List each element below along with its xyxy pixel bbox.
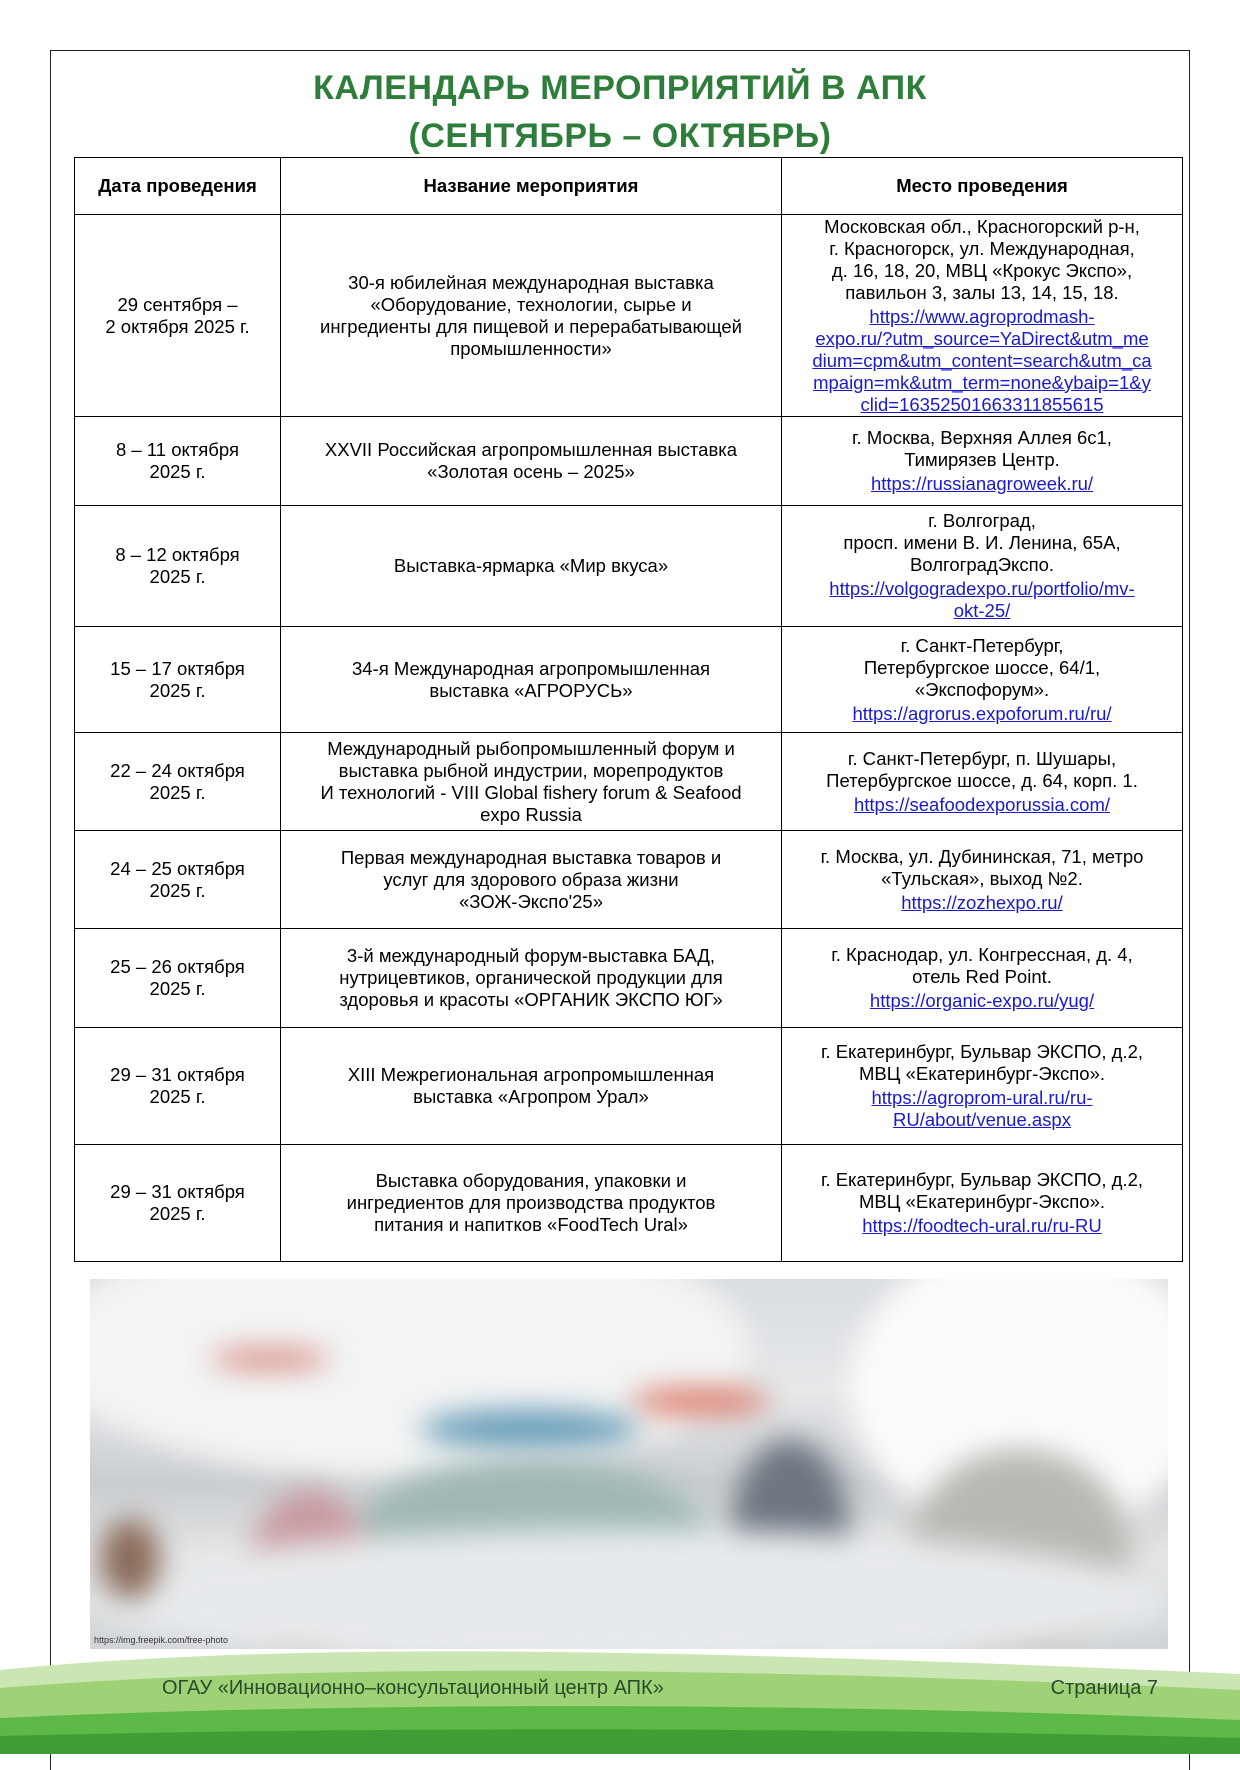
event-date-line: 2025 г. (149, 679, 206, 701)
event-place-line: г. Красногорск, ул. Международная, (829, 237, 1135, 259)
event-date-line: 2025 г. (149, 781, 206, 803)
title-line-1: КАЛЕНДАРЬ МЕРОПРИЯТИЙ В АПК (313, 69, 927, 107)
event-date-line: 22 – 24 октября (110, 759, 245, 781)
table-row (75, 831, 1183, 929)
event-place-line: г. Екатеринбург, Бульвар ЭКСПО, д.2, (820, 1041, 1144, 1062)
event-name-line: 34-я Международная агропромышленная (351, 657, 711, 679)
header-name: Название мероприятия (281, 158, 782, 215)
event-date-line: 29 сентября – (117, 293, 238, 315)
event-date-line: 29 – 31 октября (110, 1064, 245, 1085)
event-name-line: XIII Межрегиональная агропромышленная (347, 1064, 715, 1085)
event-date (75, 506, 281, 627)
event-name (281, 215, 782, 417)
event-date-line: 25 – 26 октября (110, 956, 245, 977)
event-place (782, 831, 1183, 929)
event-place-line: г. Краснодар, ул. Конгрессная, д. 4, (831, 944, 1133, 965)
event-place (782, 733, 1183, 831)
event-website-link-line: https://agroprom-ural.ru/ru- (871, 1087, 1093, 1108)
event-name-line: нутрицевтиков, органической продукции для (339, 967, 723, 988)
event-name-line: «Золотая осень – 2025» (427, 461, 635, 482)
event-date-line: 29 – 31 октября (110, 1181, 245, 1202)
event-date-line: 2025 г. (149, 461, 206, 482)
event-place-line: д. 16, 18, 20, МВЦ «Крокус Экспо», (831, 259, 1133, 281)
photo-credit: https://img.freepik.com/free-photo (94, 1635, 229, 1645)
event-place-line: Московская обл., Красногорский р-н, (824, 215, 1140, 237)
event-place (782, 417, 1183, 506)
event-date-line: 24 – 25 октября (110, 857, 245, 879)
event-name-line: Первая международная выставка товаров и (340, 846, 722, 868)
event-place-line: просп. имени В. И. Ленина, 65А, (843, 532, 1121, 553)
event-date (75, 1145, 281, 1262)
table-row (75, 1145, 1183, 1262)
event-website-link-line: https://volgogradexpo.ru/portfolio/mv- (829, 578, 1135, 599)
event-place-line: г. Москва, ул. Дубининская, 71, метро (820, 845, 1144, 867)
event-website-link[interactable] (788, 990, 1176, 1012)
table-row (75, 215, 1183, 417)
event-website-link[interactable] (788, 1087, 1176, 1131)
event-website-link-line: https://www.agroprodmash- (869, 305, 1095, 327)
event-website-link-line: mpaign=mk&utm_term=none&ybaip=1&y (813, 371, 1151, 393)
event-website-link-line: okt-25/ (953, 600, 1011, 621)
table-row (75, 1028, 1183, 1145)
page-title (50, 64, 1190, 160)
event-website-link[interactable] (788, 1215, 1176, 1237)
event-website-link[interactable] (788, 306, 1176, 416)
event-place-line: «Экспофорум». (914, 678, 1050, 700)
event-name-line: Выставка-ярмарка «Мир вкуса» (393, 555, 669, 576)
event-place (782, 506, 1183, 627)
event-place-line: Тимирязев Центр. (904, 449, 1060, 470)
table-row (75, 417, 1183, 506)
header-place: Место проведения (782, 158, 1183, 215)
event-date (75, 929, 281, 1028)
event-website-link[interactable] (788, 892, 1176, 914)
event-website-link[interactable] (788, 703, 1176, 725)
event-website-link[interactable] (788, 794, 1176, 816)
event-website-link-line: dium=cpm&utm_content=search&utm_ca (812, 349, 1152, 371)
event-website-link-line: https://russianagroweek.ru/ (870, 473, 1094, 494)
event-place-line: МВЦ «Екатеринбург-Экспо». (859, 1191, 1105, 1212)
exhibition-hall-photo (90, 1279, 1168, 1649)
event-website-link-line: clid=16352501663311855615 (860, 393, 1104, 415)
event-place-line: г. Санкт-Петербург, (900, 634, 1064, 656)
event-date (75, 627, 281, 733)
event-place-line: павильон 3, залы 13, 14, 15, 18. (845, 281, 1119, 303)
event-date-line: 2025 г. (149, 566, 206, 587)
event-name-line: XXVII Российская агропромышленная выставка (324, 439, 738, 460)
event-name-line: услуг для здорового образа жизни (383, 868, 679, 890)
event-date-line: 15 – 17 октября (110, 657, 245, 679)
event-name-line: выставка «АГРОРУСЬ» (429, 679, 633, 701)
event-name-line: expo Russia (480, 803, 582, 825)
event-place-line: ВолгоградЭкспо. (909, 554, 1055, 575)
event-date-line: 2025 г. (149, 1203, 206, 1224)
header-date: Дата проведения (75, 158, 281, 215)
event-place-line: Петербургское шоссе, д. 64, корп. 1. (826, 769, 1138, 791)
event-website-link-line: RU/about/venue.aspx (893, 1109, 1071, 1130)
event-name-line: 3-й международный форум-выставка БАД, (346, 945, 716, 966)
table-header-row (75, 158, 1183, 215)
event-name-line: ингредиенты для пищевой и перерабатывающей (320, 315, 742, 337)
footer-page-number: Страница 7 (1050, 1677, 1158, 1699)
event-name (281, 733, 782, 831)
event-place (782, 627, 1183, 733)
event-name (281, 831, 782, 929)
event-website-link-line: https://foodtech-ural.ru/ru-RU (862, 1215, 1102, 1236)
event-name-line: Международный рыбопромышленный форум и (327, 737, 735, 759)
event-website-link-line: https://organic-expo.ru/yug/ (869, 990, 1095, 1011)
table-row (75, 733, 1183, 831)
event-name (281, 506, 782, 627)
event-place (782, 1145, 1183, 1262)
event-place-line: МВЦ «Екатеринбург-Экспо». (859, 1063, 1105, 1084)
event-name-line: ингредиентов для производства продуктов (346, 1192, 716, 1213)
event-date (75, 417, 281, 506)
event-date-line: 2025 г. (149, 1086, 206, 1107)
event-place-line: Петербургское шоссе, 64/1, (863, 656, 1101, 678)
events-table (74, 157, 1183, 1262)
event-place-line: отель Red Point. (912, 966, 1052, 987)
event-name-line: выставка «Агропром Урал» (413, 1086, 649, 1107)
event-place (782, 1028, 1183, 1145)
event-name (281, 1145, 782, 1262)
event-name-line: питания и напитков «FoodTech Ural» (374, 1214, 688, 1235)
footer-organization: ОГАУ «Инновационно–консультационный центр АПК» (162, 1677, 664, 1699)
event-date (75, 831, 281, 929)
table-row (75, 627, 1183, 733)
event-date-line: 8 – 11 октября (116, 439, 239, 460)
event-date-line: 2025 г. (149, 978, 206, 999)
event-date-line: 2025 г. (149, 879, 206, 901)
table-row (75, 929, 1183, 1028)
event-name-line: выставка рыбной индустрии, морепродуктов (338, 759, 724, 781)
title-line-2: (СЕНТЯБРЬ – ОКТЯБРЬ) (408, 117, 832, 155)
event-name (281, 417, 782, 506)
event-place (782, 929, 1183, 1028)
event-place-line: г. Санкт-Петербург, п. Шушары, (847, 747, 1117, 769)
event-name (281, 929, 782, 1028)
event-name (281, 627, 782, 733)
event-name (281, 1028, 782, 1145)
event-place-line: г. Волгоград, (928, 510, 1036, 531)
event-name-line: здоровья и красоты «ОРГАНИК ЭКСПО ЮГ» (339, 989, 723, 1010)
event-name-line: И технологий - VIII Global fishery forum & Seafood (320, 781, 742, 803)
event-name-line: Выставка оборудования, упаковки и (375, 1170, 687, 1191)
event-website-link-line: expo.ru/?utm_source=YaDirect&utm_me (815, 327, 1149, 349)
event-website-link-line: https://agrorus.expoforum.ru/ru/ (852, 702, 1112, 724)
event-name-line: промышленности» (450, 337, 612, 359)
event-website-link-line: https://seafoodexporussia.com/ (853, 793, 1111, 815)
event-date (75, 733, 281, 831)
event-date (75, 1028, 281, 1145)
event-name-line: «Оборудование, технологии, сырье и (370, 293, 692, 315)
event-place-line: г. Москва, Верхняя Аллея 6с1, (852, 427, 1112, 448)
event-place-line: «Тульская», выход №2. (881, 867, 1083, 889)
event-website-link[interactable] (788, 473, 1176, 495)
event-date-line: 2 октября 2025 г. (105, 315, 250, 337)
table-row (75, 506, 1183, 627)
event-place (782, 215, 1183, 417)
event-name-line: «ЗОЖ-Экспо'25» (458, 890, 604, 912)
event-name-line: 30-я юбилейная международная выставка (348, 271, 714, 293)
event-website-link-line: https://zozhexpo.ru/ (901, 891, 1063, 913)
event-date (75, 215, 281, 417)
event-date-line: 8 – 12 октября (115, 544, 240, 565)
event-website-link[interactable] (788, 578, 1176, 622)
event-place-line: г. Екатеринбург, Бульвар ЭКСПО, д.2, (820, 1169, 1144, 1190)
